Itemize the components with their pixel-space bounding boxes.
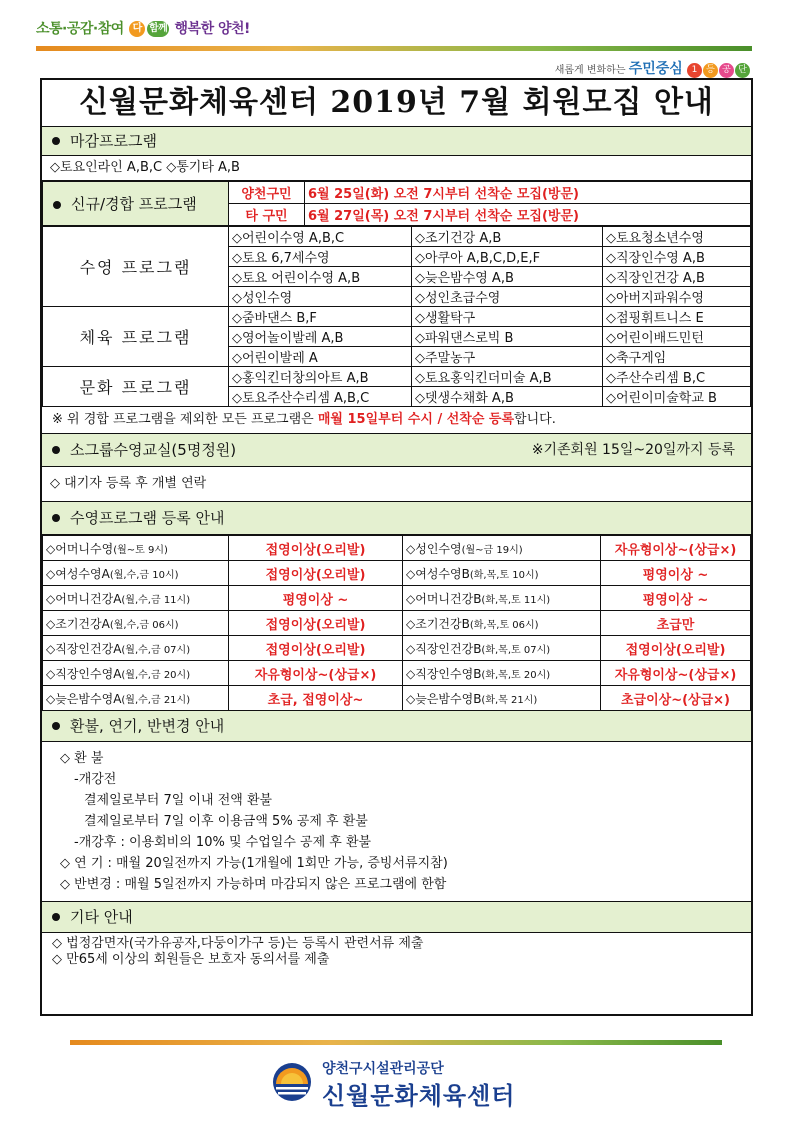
refund-line: 결제일로부터 7일 이내 전액 환불 bbox=[84, 793, 273, 808]
swim-class bbox=[43, 586, 229, 611]
sub-slogan-big: 주민중심 bbox=[628, 61, 683, 77]
program-item: ◇영어놀이발레 A,B bbox=[229, 327, 412, 347]
slogan-chip-1: 다 bbox=[129, 21, 145, 37]
swim-row bbox=[43, 661, 751, 686]
footer-center-name: 신월문화체육센터 bbox=[322, 1082, 516, 1110]
program-item: ◇점핑휘트니스 E bbox=[603, 307, 751, 327]
swim-level: 자유형이상~(상급×) bbox=[601, 536, 751, 561]
top-slogan bbox=[36, 18, 250, 38]
program-item: ◇성인수영 bbox=[229, 287, 412, 307]
swim-class-name: ◇조기건강B bbox=[406, 616, 470, 631]
program-item: ◇아버지파워수영 bbox=[603, 287, 751, 307]
refund-line: ◇ 환 불 bbox=[60, 751, 104, 766]
etc-heading-text: 기타 안내 bbox=[70, 908, 133, 926]
new-reg-who: 양천구민 bbox=[229, 182, 305, 204]
program-item: ◇토요 어린이수영 A,B bbox=[229, 267, 412, 287]
swim-row bbox=[43, 686, 751, 711]
new-reg-when: 6월 25일(화) 오전 7시부터 선착순 모집(방문) bbox=[305, 182, 751, 204]
program-item: ◇어린이발레 A bbox=[229, 347, 412, 367]
program-item: ◇아쿠아 A,B,C,D,E,F bbox=[412, 247, 603, 267]
swim-class-schedule: (화,목,토 20시) bbox=[481, 669, 551, 681]
swim-class-schedule: (월,수,금 06시) bbox=[109, 619, 179, 631]
swim-class-name: ◇어머니건강B bbox=[406, 591, 482, 606]
program-item: ◇홍익킨더창의아트 A,B bbox=[229, 367, 412, 387]
bullet-icon bbox=[52, 722, 60, 730]
program-item: ◇토요홍익킨더미술 A,B bbox=[412, 367, 603, 387]
swim-class bbox=[403, 586, 601, 611]
swim-level: 평영이상 ~ bbox=[601, 561, 751, 586]
section-swim-reg-heading bbox=[42, 502, 751, 535]
swim-class-schedule: (화,목,토 06시) bbox=[469, 619, 539, 631]
swim-class bbox=[403, 636, 601, 661]
program-item: ◇축구게임 bbox=[603, 347, 751, 367]
slogan-post: 행복한 양천! bbox=[174, 21, 250, 37]
program-item: ◇파워댄스로빅 B bbox=[412, 327, 603, 347]
swim-class-name: ◇직장인수영B bbox=[406, 666, 482, 681]
top-gradient-divider bbox=[36, 46, 752, 51]
swim-class bbox=[403, 561, 601, 586]
swim-level: 자유형이상~(상급×) bbox=[601, 661, 751, 686]
sun-wave-logo-icon bbox=[272, 1062, 312, 1102]
small-group-line: ◇ 대기자 등록 후 개별 연락 bbox=[42, 467, 751, 502]
swim-level: 접영이상(오리발) bbox=[229, 561, 403, 586]
swim-level: 접영이상(오리발) bbox=[229, 536, 403, 561]
refund-body bbox=[42, 742, 751, 902]
slogan-pre: 소통·공감·참여 bbox=[36, 21, 124, 37]
program-item: ◇늦은밤수영 A,B bbox=[412, 267, 603, 287]
notice-frame bbox=[40, 78, 753, 1016]
new-registration-table bbox=[42, 181, 751, 226]
program-item: ◇토요주산수리셈 A,B,C bbox=[229, 387, 412, 407]
sub-slogan-pre: 새롭게 변화하는 bbox=[554, 65, 626, 76]
swim-row bbox=[43, 536, 751, 561]
swim-class bbox=[403, 536, 601, 561]
refund-heading-text: 환불, 연기, 반변경 안내 bbox=[70, 717, 225, 735]
bullet-icon bbox=[52, 913, 60, 921]
swim-row bbox=[43, 561, 751, 586]
etc-line: ◇ 만65세 이상의 회원들은 보호자 동의서를 제출 bbox=[52, 952, 330, 967]
refund-line: 결제일로부터 7일 이후 이용금액 5% 공제 후 환불 bbox=[84, 814, 368, 829]
program-row bbox=[43, 307, 751, 327]
note-pre: ※ 위 경합 프로그램을 제외한 모든 프로그램은 bbox=[52, 412, 314, 427]
refund-line: -개강전 bbox=[74, 772, 117, 787]
footer-org-name: 양천구시설관리공단 bbox=[322, 1061, 444, 1077]
program-item: ◇주산수리셈 B,C bbox=[603, 367, 751, 387]
swim-level: 접영이상(오리발) bbox=[229, 636, 403, 661]
swim-class-schedule: (월,수,금 10시) bbox=[109, 569, 179, 581]
swim-class-schedule: (월,수,금 07시) bbox=[121, 644, 191, 656]
bullet-icon bbox=[52, 514, 60, 522]
refund-line: -개강후 : 이용회비의 10% 및 수업일수 공제 후 환불 bbox=[74, 835, 372, 850]
program-item: ◇어린이배드민턴 bbox=[603, 327, 751, 347]
section-refund-heading bbox=[42, 711, 751, 742]
swim-class-name: ◇여성수영B bbox=[406, 566, 470, 581]
swim-class-schedule: (월~금 19시) bbox=[461, 544, 523, 556]
swim-level: 평영이상 ~ bbox=[601, 586, 751, 611]
swim-level: 초급이상~(상급×) bbox=[601, 686, 751, 711]
program-item: ◇줌바댄스 B,F bbox=[229, 307, 412, 327]
new-reg-heading-text: 신규/경합 프로그램 bbox=[71, 195, 197, 213]
sub-dot-2: 등 bbox=[703, 63, 718, 78]
swim-level: 초급만 bbox=[601, 611, 751, 636]
swim-class bbox=[43, 561, 229, 586]
swim-class-name: ◇성인수영 bbox=[406, 541, 462, 556]
program-item: ◇생활탁구 bbox=[412, 307, 603, 327]
swim-class-schedule: (월,수,금 11시) bbox=[121, 594, 191, 606]
etc-body bbox=[42, 933, 751, 971]
footer-gradient-divider bbox=[70, 1040, 722, 1045]
swim-class-name: ◇직장인수영A bbox=[46, 666, 122, 681]
swim-class-schedule: (월,수,금 21시) bbox=[121, 694, 191, 706]
small-group-note: ※기존회원 15일~20일까지 등록 bbox=[531, 442, 735, 458]
bullet-icon bbox=[52, 446, 60, 454]
swim-row bbox=[43, 636, 751, 661]
small-group-heading-text: 소그룹수영교실(5명정원) bbox=[70, 441, 237, 459]
sub-dot-1: 1 bbox=[687, 63, 702, 78]
page-title: 신월문화체육센터 2019년 7월 회원모집 안내 bbox=[42, 80, 751, 127]
refund-line: ◇ 연 기 : 매월 20일전까지 가능(1개월에 1회만 가능, 증빙서류지참) bbox=[60, 856, 448, 871]
program-item: ◇뎃생수채화 A,B bbox=[412, 387, 603, 407]
section-small-group-heading bbox=[42, 434, 751, 467]
new-reg-when: 6월 27일(목) 오전 7시부터 선착순 모집(방문) bbox=[305, 204, 751, 226]
program-category: 수영 프로그램 bbox=[43, 227, 229, 307]
program-item: ◇어린이수영 A,B,C bbox=[229, 227, 412, 247]
section-closed-heading bbox=[42, 127, 751, 156]
swim-class-name: ◇어머니수영 bbox=[46, 541, 114, 556]
swim-registration-table bbox=[42, 535, 751, 711]
swim-class-schedule: (화,목,토 10시) bbox=[469, 569, 539, 581]
section-etc-heading bbox=[42, 902, 751, 933]
program-table bbox=[42, 226, 751, 407]
swim-class bbox=[403, 611, 601, 636]
swim-row bbox=[43, 611, 751, 636]
swim-class-schedule: (화,목,토 07시) bbox=[481, 644, 551, 656]
new-reg-heading bbox=[43, 182, 229, 226]
swim-class bbox=[43, 611, 229, 636]
program-item: ◇성인초급수영 bbox=[412, 287, 603, 307]
program-category: 문화 프로그램 bbox=[43, 367, 229, 407]
swim-level: 접영이상(오리발) bbox=[229, 611, 403, 636]
slogan-chip-2: 함께 bbox=[147, 21, 169, 37]
swim-class bbox=[43, 661, 229, 686]
program-item: ◇주말농구 bbox=[412, 347, 603, 367]
swim-class-schedule: (화,목 21시) bbox=[481, 694, 538, 706]
closed-heading-text: 마감프로그램 bbox=[70, 132, 157, 150]
swim-row bbox=[43, 586, 751, 611]
program-row bbox=[43, 367, 751, 387]
swim-class-name: ◇어머니건강A bbox=[46, 591, 122, 606]
bullet-icon bbox=[52, 137, 60, 145]
etc-line: ◇ 법정감면자(국가유공자,다둥이가구 등)는 등록시 관련서류 제출 bbox=[52, 936, 424, 951]
note-post: 합니다. bbox=[514, 412, 556, 427]
swim-class-schedule: (월~토 9시) bbox=[113, 544, 168, 556]
swim-level: 평영이상 ~ bbox=[229, 586, 403, 611]
swim-reg-heading-text: 수영프로그램 등록 안내 bbox=[70, 509, 225, 527]
new-reg-row bbox=[43, 182, 751, 204]
program-row bbox=[43, 227, 751, 247]
sub-dot-4: 단 bbox=[735, 63, 750, 78]
swim-class bbox=[403, 661, 601, 686]
swim-class bbox=[43, 636, 229, 661]
swim-class-name: ◇직장인건강B bbox=[406, 641, 482, 656]
new-reg-who: 타 구민 bbox=[229, 204, 305, 226]
program-item: ◇토요청소년수영 bbox=[603, 227, 751, 247]
program-item: ◇어린이미술학교 B bbox=[603, 387, 751, 407]
closed-list: ◇토요인라인 A,B,C ◇통기타 A,B bbox=[42, 156, 751, 181]
program-category: 체육 프로그램 bbox=[43, 307, 229, 367]
program-item: ◇직장인건강 A,B bbox=[603, 267, 751, 287]
swim-class-name: ◇늦은밤수영A bbox=[46, 691, 122, 706]
sub-dot-3: 공 bbox=[719, 63, 734, 78]
swim-level: 접영이상(오리발) bbox=[601, 636, 751, 661]
registration-note bbox=[42, 407, 751, 434]
program-item: ◇조기건강 A,B bbox=[412, 227, 603, 247]
swim-class bbox=[43, 536, 229, 561]
swim-class-name: ◇늦은밤수영B bbox=[406, 691, 482, 706]
program-item: ◇직장인수영 A,B bbox=[603, 247, 751, 267]
refund-line: ◇ 반변경 : 매월 5일전까지 가능하며 마감되지 않은 프로그램에 한함 bbox=[60, 877, 447, 892]
note-highlight: 매월 15일부터 수시 / 선착순 등록 bbox=[317, 412, 515, 427]
sub-slogan bbox=[555, 58, 750, 78]
swim-class bbox=[403, 686, 601, 711]
bullet-icon bbox=[53, 201, 61, 209]
swim-class-name: ◇직장인건강A bbox=[46, 641, 122, 656]
swim-class-schedule: (화,목,토 11시) bbox=[481, 594, 551, 606]
swim-class bbox=[43, 686, 229, 711]
swim-class-schedule: (월,수,금 20시) bbox=[121, 669, 191, 681]
swim-class-name: ◇조기건강A bbox=[46, 616, 110, 631]
swim-class-name: ◇여성수영A bbox=[46, 566, 110, 581]
swim-level: 초급, 접영이상~ bbox=[229, 686, 403, 711]
swim-level: 자유형이상~(상급×) bbox=[229, 661, 403, 686]
program-item: ◇토요 6,7세수영 bbox=[229, 247, 412, 267]
